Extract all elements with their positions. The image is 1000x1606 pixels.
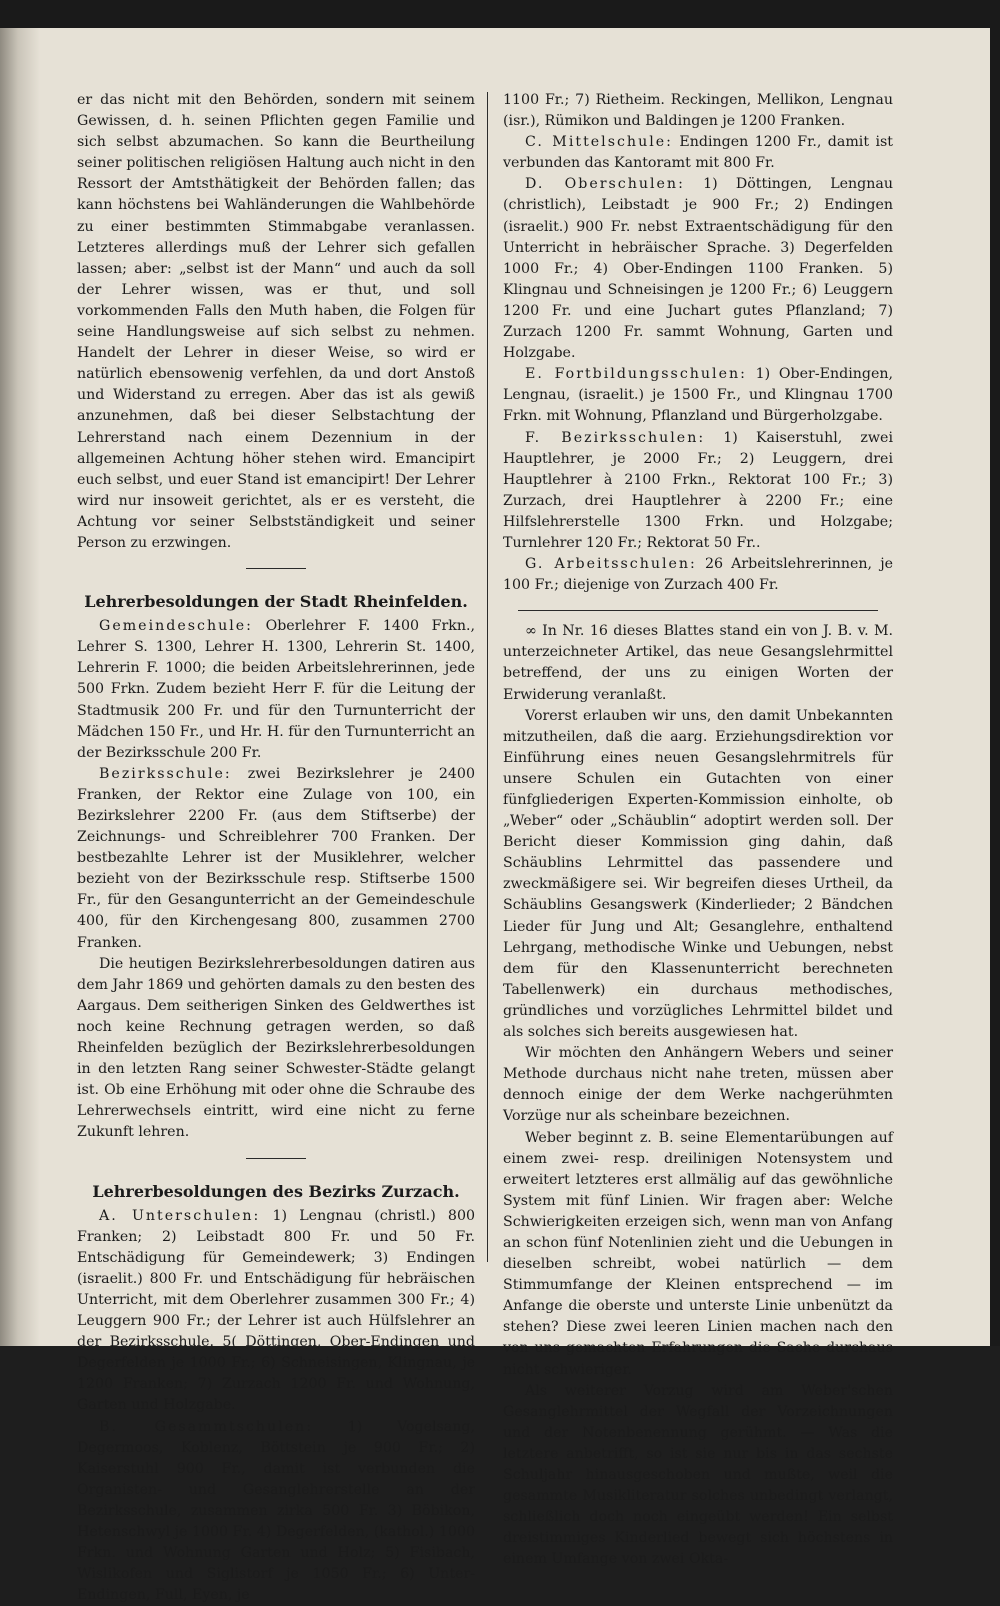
article-paragraph: Vorerst erlauben wir uns, den damit Unbekannten mitzutheilen, daß die aarg. Erziehungsdirektion vor Einführung eines neuen Gesangslehrmitrels für unsere Schulen ein Gutachten von einer fünfgliederigen Experten-Kommission einholte, ob „Weber“ oder „Schäublin“ adoptirt werden soll. Der Bericht dieser Kommission ging dahin, daß Schäublins Lehrmittel das passendere und zweckmäßigere sei. Wir begreifen dieses Urtheil, da Schäublins Gesangswerk (Kinderlieder; 2 Bändchen Lieder für Jung und Alt; Gesanglehre, enthaltend Lehrgang, methodische Winke und Uebungen, nebst dem für den Klassenunterricht berechneten Tabellenwerk) ein durchaus methodisches, gründliches und vorzügliches Lehrmittel bildet und als solches sich bereits ausgewiesen hat. (503, 707, 893, 1041)
gesammtschulen-text: 1) Vogelsang, Degermoos, Koblenz, Böttstein je 900 Fr.; 2) Kaiserstuhl 900 Fr., damit ist verbunden die Organisten- und Gesanglehrerstelle an der Bezirksschule, zusammen zirka 500 Fr. 3) Böbikon, Hetenschwyl je 1000 Fr. 4) Degerfelden, (kathol.) 1000 Frkn. und Wohnung Garten und Holz; 5) Fisibach, Wislikofen und Siglistorf je 1050 Fr.; 6) Unter-Endingen, Full, Eyen, je (77, 1418, 475, 1604)
gesammtschulen-label: B. Gesammtschulen: (99, 1418, 314, 1435)
bezirksschule-text: zwei Bezirkslehrer je 2400 Franken, der Rektor eine Zulage von 100, ein Bezirkslehrer 2200 Fr. (aus dem Stiftserbe) der Zeichnungs- und Schreiblehrer 700 Franken. Der bestbezahlte Lehrer ist der Musiklehrer, welcher bezieht von der Bezirksschule resp. Stiftserbe 1500 Fr., für den Gesangunterricht an der Gemeindeschule 400, für den Kirchengesang 800, zusammen 2700 Franken. (77, 765, 475, 951)
zurzach-fortbildungsschulen (503, 364, 893, 427)
rheinfelden-bezirksschule (77, 764, 475, 954)
mittelschule-text: Endingen 1200 Fr., damit ist verbunden das Kantoramt mit 800 Fr. (503, 134, 893, 172)
zurzach-arbeitsschulen (503, 554, 893, 596)
oberschulen-label: D. Oberschulen: (525, 176, 685, 193)
zurzach-heading: Lehrerbesoldungen des Bezirks Zurzach. (92, 1181, 460, 1201)
zurzach-unterschulen (77, 1206, 475, 1417)
rheinfelden-heading: Lehrerbesoldungen der Stadt Rheinfelden. (84, 592, 468, 612)
scan-top-edge (0, 0, 1000, 28)
article-paragraph: ∞ In Nr. 16 dieses Blattes stand ein von J. B. v. M. unterzeichneter Artikel, das neue Gesangslehrmittel betreffend, der uns zu einigen Worten der Erwiderung veranlaßt. (503, 623, 893, 703)
zurzach-gesammtschulen (77, 1417, 475, 1606)
oberschulen-text: 1) Döttingen, Lengnau (christlich), Leibstadt je 900 Fr.; 2) Endingen (israelit.) 900 Fr. nebst Extraentschädigung für den Unterricht in hebräischer Sprache. 3) Degerfelden 1000 Fr.; 4) Ober-Endingen 1100 Franken. 5) Klingnau und Schneisingen je 1200 Fr.; 6) Leuggern 1200 Fr. und eine Juchart gutes Pflanzland; 7) Zurzach 1200 Fr. sammt Wohnung, Garten und Holzgabe. (503, 176, 893, 362)
section-rule (246, 568, 306, 569)
article-paragraph: Als weiterer Vorzug wird am Weber'schen Gesanglehrmittel der Wegfall der Vorzeichnungen und der Notenbenennung gerühmt. — Was die letztere anbetrifft, so ist sie nur bis in das sechste Schuljahr hinausgeschoben und mußte, weil die gesammte Musikliteratur solches unbedingt verlangt, schließlich doch noch eingeübt werden! Ein selbst dreistimmiges Kinderlied bewegt sich höchstens in einem Umfange von zwei Okta- (503, 1382, 893, 1568)
arbeitsschulen-text: 26 Arbeitslehrerinnen, je 100 Fr.; diejenige von Zurzach 400 Fr. (503, 556, 893, 594)
scan-right-edge (990, 0, 1000, 1346)
gemeindeschule-text: Oberlehrer F. 1400 Frkn., Lehrer S. 1300, Lehrer H. 1300, Lehrerin St. 1400, Lehrerin F. 1000; die beiden Arbeitslehrerinnen, jede 500 Frkn. Zudem bezieht Herr F. für die Leitung der Stadtmusik 200 Fr. und für den Turnunterricht der Mädchen 150 Fr., und Hr. H. für den Turnunterricht an der Bezirksschule 200 Fr. (77, 618, 475, 761)
rheinfelden-summary: Die heutigen Bezirkslehrerbesoldungen datiren aus dem Jahr 1869 und gehörten damals zu den besten des Aargaus. Dem seitherigen Sinken des Geldwerthes ist noch keine Rechnung getragen werden, so daß Rheinfelden bezüglich der Bezirkslehrerbesoldungen in den letzten Rang seiner Schwester-Städte gelangt ist. Ob eine Erhöhung mit oder ohne die Schraube des Lehrerwechsels eintritt, wird eine nicht zu ferne Zukunft lehren. (77, 955, 475, 1141)
left-column (77, 90, 475, 1606)
right-column (503, 90, 893, 1570)
page-spine-shadow (0, 28, 40, 1346)
zurzach-mittelschule (503, 132, 893, 174)
intro-paragraph: er das nicht mit den Behörden, sondern mit seinem Gewissen, d. h. seinen Pflichten gegen Familie und sich selbst abzumachen. So kann die Beurtheilung seiner politischen religiösen Haltung auch nicht in den Ressort der Amtsthätigkeit der Behörden fallen; das kann höchstens bei Wahländerungen die Wahlbehörde zu einer bestimmten Stimmabgabe veranlassen. Letzteres allerdings muß der Lehrer sich gefallen lassen; aber: „selbst ist der Mann“ und auch da soll der Lehrer wissen, was er thut, und soll vorkommenden Falls den Muth haben, die Folgen für seine Handlungsweise auf sich selbst zu nehmen. Handelt der Lehrer in dieser Weise, so wird er natürlich ebensowenig verfehlen, da und dort Anstoß und Widerstand zu erregen. Aber das ist als gewiß anzunehmen, daß bei dieser Selbstachtung der Lehrerstand nach einem Dezennium in der allgemeinen Achtung höher stehen wird. Emancipirt euch selbst, und euer Stand ist emancipirt! Der Lehrer wird nur insoweit gerichtet, als er es versteht, die Achtung vor seiner Selbstständigkeit und seiner Person zu erzwingen. (77, 92, 475, 551)
article-paragraph: Weber beginnt z. B. seine Elementarübungen auf einem zwei- resp. dreilinigen Notensystem und erweitert letzteres erst allmälig auf das gewöhnliche System mit fünf Linien. Wir fragen aber: Welche Schwierigkeiten erzeigen sich, wenn man von Anfang an schon fünf Notenlinien zieht und die Uebungen in dieselben schreibt, wobei natürlich — dem Stimmumfange der Kleinen entsprechend — im Anfange die oberste und unterste Linie unbenützt da stehen? Diese zwei leeren Linien machen nach den von uns gemachten Erfahrungen die Sache durchaus nicht schwieriger. (503, 1129, 893, 1378)
zurzach-oberschulen (503, 174, 893, 364)
unterschulen-label: A. Unterschulen: (99, 1207, 261, 1224)
zurzach-bezirksschulen (503, 428, 893, 555)
gesammtschulen-continuation: 1100 Fr.; 7) Rietheim. Reckingen, Mellikon, Lengnau (isr.), Rümikon und Baldingen je 1200 Franken. (503, 92, 893, 130)
bezirksschulen-text: 1) Kaiserstuhl, zwei Hauptlehrer, je 2000 Fr.; 2) Leuggern, drei Hauptlehrer à 2100 Frkn., Rektorat 100 Fr.; 3) Zurzach, drei Hauptlehrer à 2200 Fr.; eine Hilfslehrerstelle 1300 Frkn. und Holzgabe; Turnlehrer 120 Fr.; Rektorat 50 Fr.. (503, 429, 893, 551)
article-separator (518, 610, 878, 611)
arbeitsschulen-label: G. Arbeitsschulen: (525, 556, 697, 573)
mittelschule-label: C. Mittelschule: (525, 134, 673, 151)
article-paragraph: Wir möchten den Anhängern Webers und seiner Methode durchaus nicht nahe treten, müssen aber dennoch einige der dem Werke nachgerühmten Vorzüge nur als scheinbare bezeichnen. (503, 1045, 893, 1125)
section-rule (246, 1158, 306, 1159)
rheinfelden-gemeindeschule (77, 616, 475, 764)
column-divider (487, 92, 488, 1262)
fortbildungsschulen-text: 1) Ober-Endingen, Lengnau, (israelit.) je 1500 Fr., und Klingnau 1700 Frkn. mit Wohnung, Pflanzland und Bürgerholzgabe. (503, 366, 893, 425)
gemeindeschule-label: Gemeindeschule: (99, 618, 253, 635)
unterschulen-text: 1) Lengnau (christl.) 800 Franken; 2) Leibstadt 800 Fr. und 50 Fr. Entschädigung für Gemeindewerk; 3) Endingen (israelit.) 800 Fr. und Entschädigung für hebräischen Unterricht, mit dem Oberlehrer zusammen 300 Fr.; 4) Leuggern 900 Fr.; der Lehrer ist auch Hülfslehrer an der Bezirksschule. 5( Döttingen, Ober-Endingen und Degerfelden je 1000 Fr.; 6) Schneisingen, Klingnau, je 1200 Franken; 7) Zurzach 1200 Fr. und Wohnung, Garten und Holzgabe. (77, 1207, 476, 1414)
fortbildungsschulen-label: E. Fortbildungsschulen: (525, 366, 747, 383)
bezirksschulen-label: F. Bezirksschulen: (525, 429, 706, 446)
bezirksschule-label: Bezirksschule: (99, 765, 232, 782)
